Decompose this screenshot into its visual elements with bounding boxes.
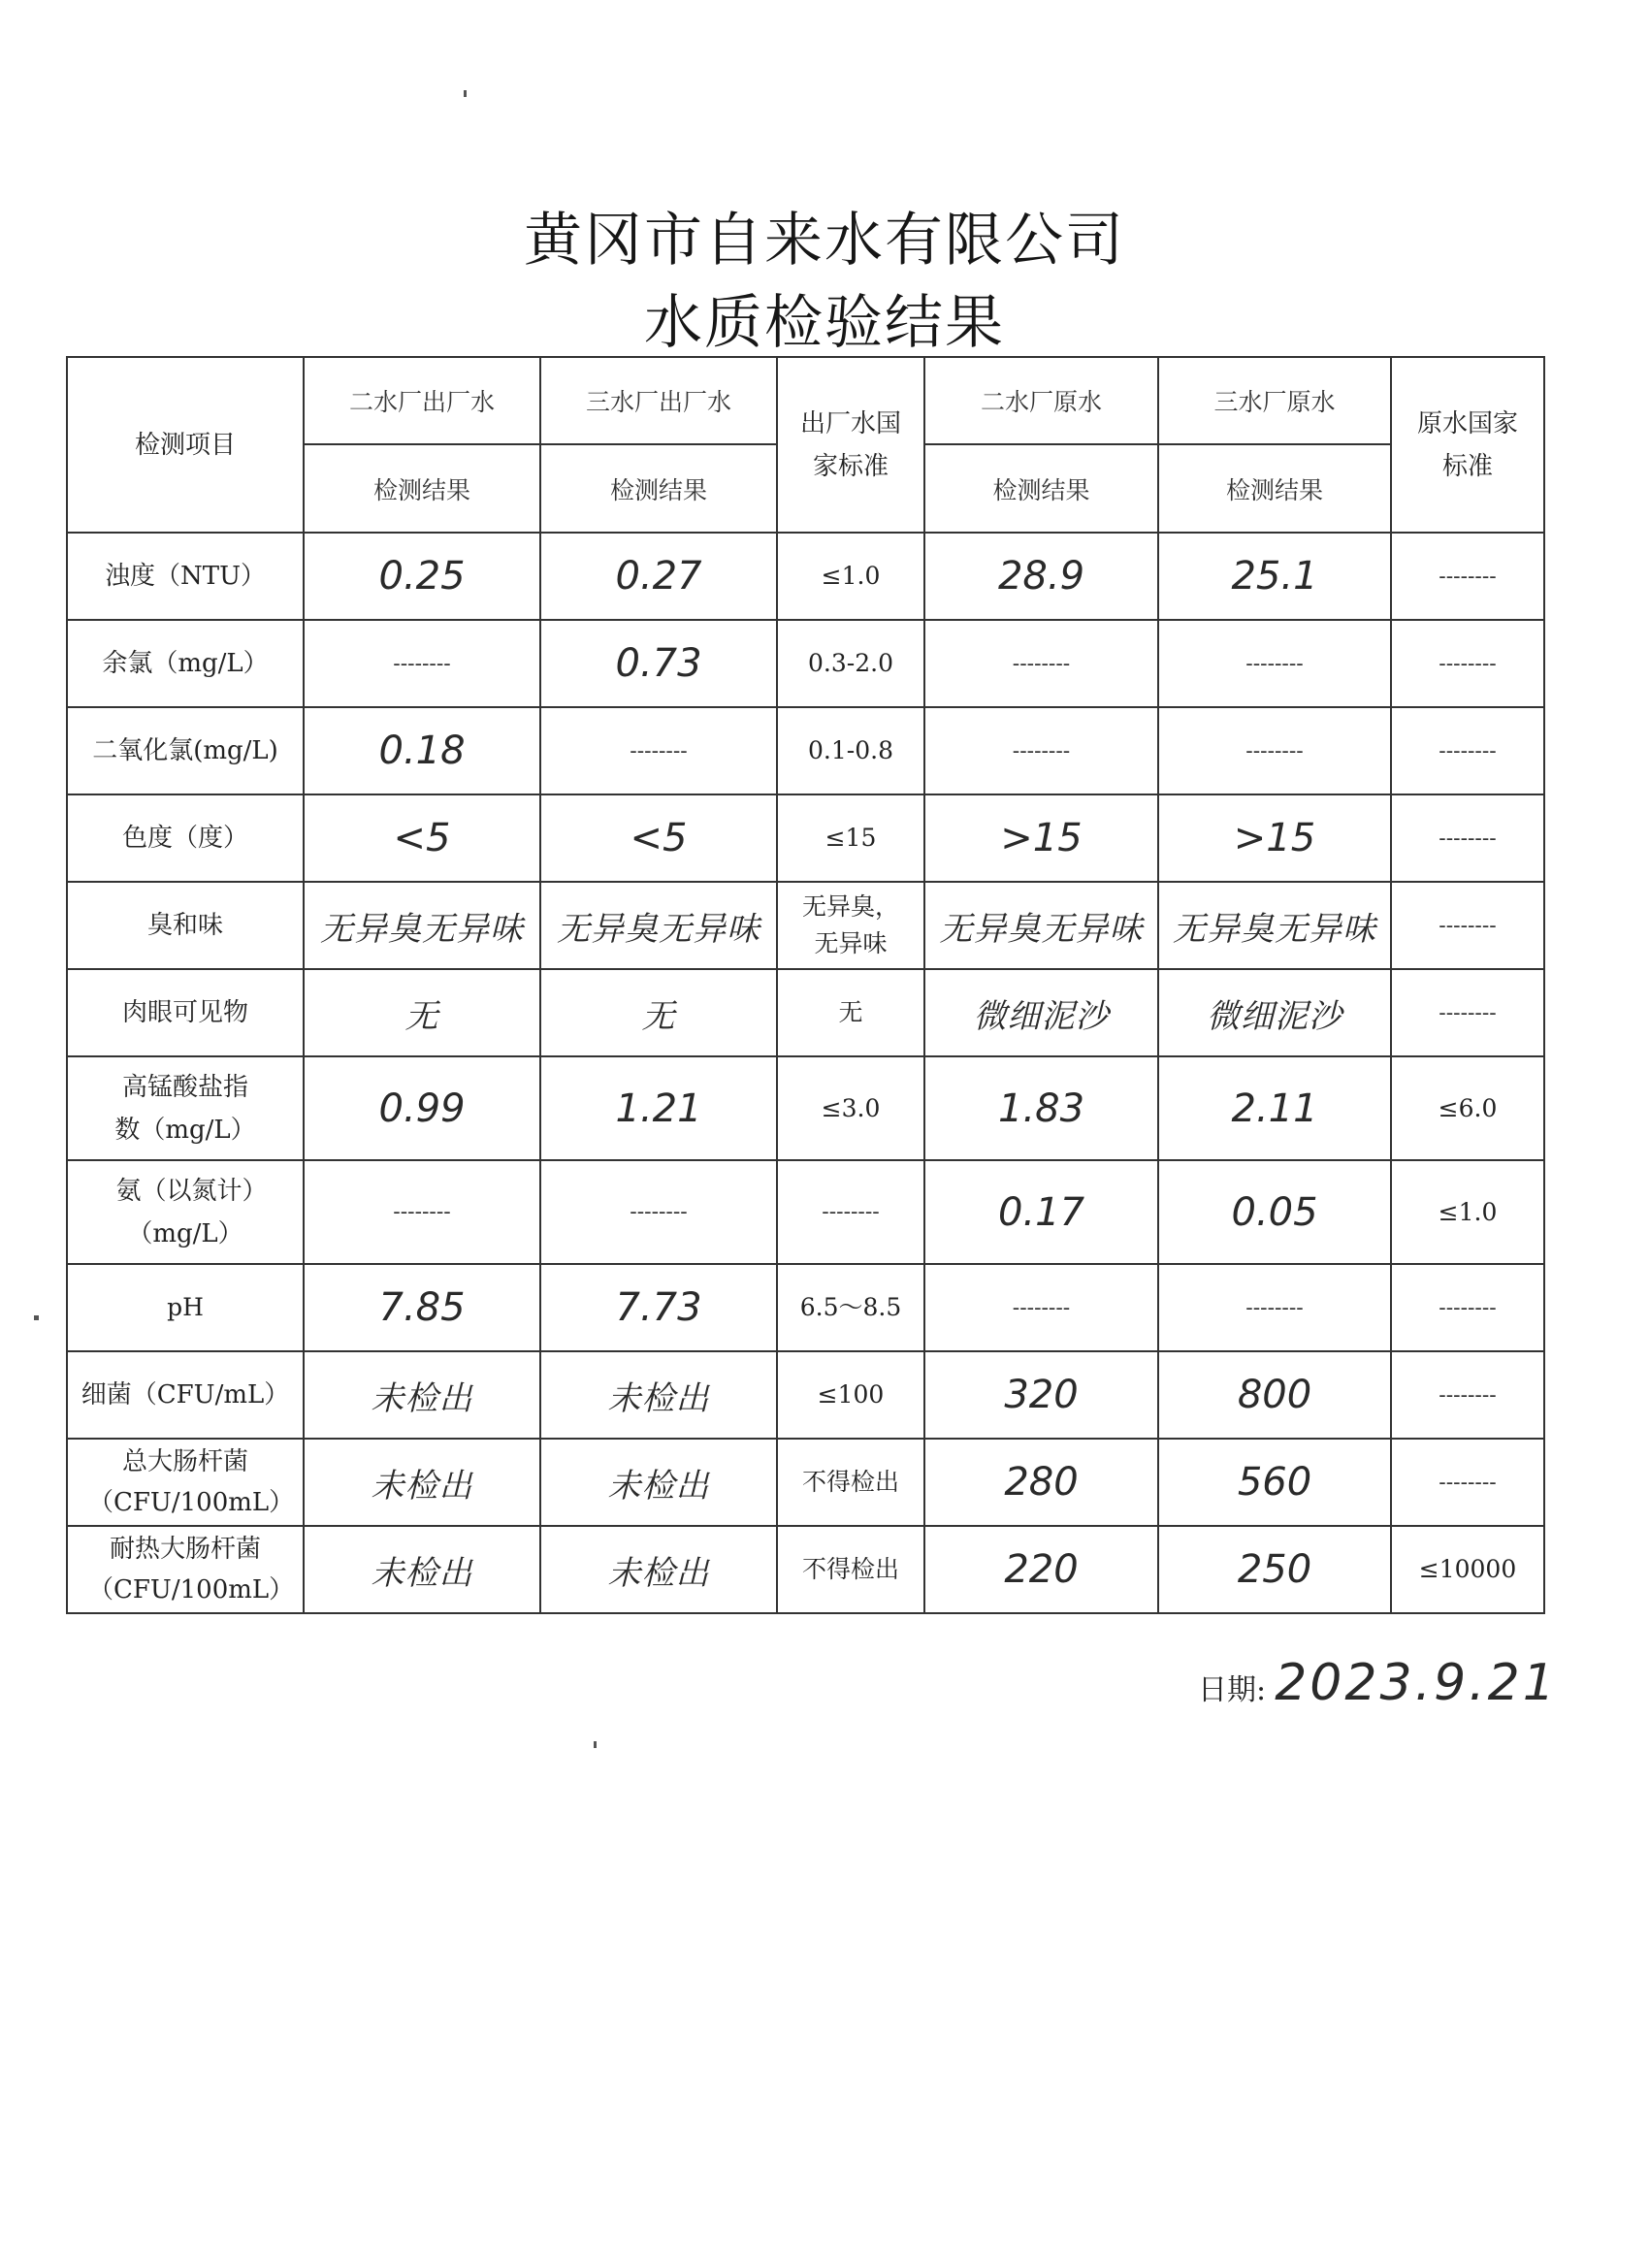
table-row (67, 882, 1544, 969)
header-raw-std-text: 原水国家标准 (1416, 408, 1518, 481)
value-cell: 320 (924, 1351, 1158, 1439)
header-result: 检测结果 (924, 444, 1158, 533)
value-cell: -------- (304, 620, 540, 707)
table-row (67, 620, 1544, 707)
std-cell: -------- (1391, 1439, 1544, 1526)
value-cell: 25.1 (1158, 533, 1391, 620)
value-cell: 28.9 (924, 533, 1158, 620)
value-cell: 0.99 (304, 1056, 540, 1160)
value-cell: -------- (924, 620, 1158, 707)
value-cell: 未检出 (304, 1526, 540, 1613)
value-cell: -------- (1158, 620, 1391, 707)
std-cell: 6.5～8.5 (777, 1264, 924, 1351)
std-cell: 0.1-0.8 (777, 707, 924, 794)
row-item (67, 1439, 304, 1526)
value-cell: 0.27 (540, 533, 777, 620)
scan-speck (34, 1315, 39, 1320)
std-cell: ≤1.0 (777, 533, 924, 620)
std-cell: 无 (777, 969, 924, 1056)
value-cell: 0.05 (1158, 1160, 1391, 1264)
value-cell: 2.11 (1158, 1056, 1391, 1160)
header-plant2-out: 二水厂出厂水 (304, 357, 540, 444)
std-cell: -------- (1391, 794, 1544, 882)
value-cell: 7.85 (304, 1264, 540, 1351)
value-cell: -------- (924, 707, 1158, 794)
value-cell: >15 (1158, 794, 1391, 882)
value-cell: >15 (924, 794, 1158, 882)
std-cell: ≤6.0 (1391, 1056, 1544, 1160)
value-cell: 7.73 (540, 1264, 777, 1351)
value-cell: 220 (924, 1526, 1158, 1613)
value-cell: -------- (924, 1264, 1158, 1351)
std-cell: -------- (1391, 620, 1544, 707)
row-item: 浊度（NTU） (67, 533, 304, 620)
table-row (67, 794, 1544, 882)
row-item: 肉眼可见物 (67, 969, 304, 1056)
value-cell: -------- (540, 707, 777, 794)
value-cell: 无异臭无异味 (1158, 882, 1391, 969)
row-item (67, 1526, 304, 1613)
table-row (67, 1264, 1544, 1351)
std-cell: -------- (1391, 882, 1544, 969)
std-cell: ≤15 (777, 794, 924, 882)
header-plant3-raw: 三水厂原水 (1158, 357, 1391, 444)
value-cell: -------- (1158, 707, 1391, 794)
value-cell: 微细泥沙 (1158, 969, 1391, 1056)
std-cell: 0.3-2.0 (777, 620, 924, 707)
value-cell: <5 (540, 794, 777, 882)
value-cell: -------- (540, 1160, 777, 1264)
value-cell: 0.17 (924, 1160, 1158, 1264)
table-row (67, 1526, 1544, 1613)
value-cell: 800 (1158, 1351, 1391, 1439)
value-cell: 1.21 (540, 1056, 777, 1160)
std-cell: -------- (1391, 1264, 1544, 1351)
company-title: 黄冈市自来水有限公司 (524, 207, 1125, 275)
header-result: 检测结果 (540, 444, 777, 533)
row-item: 细菌（CFU/mL） (67, 1351, 304, 1439)
value-cell: -------- (304, 1160, 540, 1264)
header-out-std (777, 357, 924, 533)
header-result: 检测结果 (304, 444, 540, 533)
value-cell: 0.18 (304, 707, 540, 794)
scan-speck (464, 90, 467, 97)
table-row (67, 969, 1544, 1056)
table-row (67, 1056, 1544, 1160)
std-cell: -------- (1391, 707, 1544, 794)
header-out-std-text: 出厂水国家标准 (799, 408, 901, 481)
row-item: 二氧化氯(mg/L) (67, 707, 304, 794)
std-cell: ≤10000 (1391, 1526, 1544, 1613)
date-label: 日期: (1198, 1673, 1267, 1707)
value-cell: 1.83 (924, 1056, 1158, 1160)
value-cell: 微细泥沙 (924, 969, 1158, 1056)
value-cell: 560 (1158, 1439, 1391, 1526)
value-cell: 0.73 (540, 620, 777, 707)
value-cell: 未检出 (304, 1351, 540, 1439)
date-value: 2023.9.21 (1275, 1654, 1558, 1712)
value-cell: 未检出 (540, 1439, 777, 1526)
row-item: 臭和味 (67, 882, 304, 969)
std-cell: -------- (1391, 533, 1544, 620)
value-cell: 250 (1158, 1526, 1391, 1613)
value-cell: 280 (924, 1439, 1158, 1526)
header-result: 检测结果 (1158, 444, 1391, 533)
std-cell: -------- (1391, 1351, 1544, 1439)
row-item: 色度（度） (67, 794, 304, 882)
date-block (1198, 1654, 1558, 1712)
std-cell (777, 882, 924, 969)
header-plant3-out: 三水厂出厂水 (540, 357, 777, 444)
std-cell: ≤100 (777, 1351, 924, 1439)
value-cell: 无异臭无异味 (540, 882, 777, 969)
value-cell: 无异臭无异味 (304, 882, 540, 969)
table-row (67, 1351, 1544, 1439)
table-row (67, 1160, 1544, 1264)
value-cell: 未检出 (540, 1526, 777, 1613)
std-cell: ≤3.0 (777, 1056, 924, 1160)
header-raw-std (1391, 357, 1544, 533)
std-cell: -------- (1391, 969, 1544, 1056)
scan-speck (594, 1741, 597, 1748)
std-cell: -------- (777, 1160, 924, 1264)
row-item (67, 1160, 304, 1264)
std-cell: 不得检出 (777, 1439, 924, 1526)
value-cell: 无 (540, 969, 777, 1056)
report-title: 水质检验结果 (644, 289, 1005, 357)
table-row (67, 533, 1544, 620)
row-item-text: 耐热大肠杆菌（CFU/100mL） (88, 1535, 295, 1604)
std-cell: ≤1.0 (1391, 1160, 1544, 1264)
value-cell: 无 (304, 969, 540, 1056)
row-item-text: 总大肠杆菌（CFU/100mL） (88, 1447, 295, 1517)
value-cell: <5 (304, 794, 540, 882)
table-row (67, 1439, 1544, 1526)
value-cell: 0.25 (304, 533, 540, 620)
value-cell: 未检出 (304, 1439, 540, 1526)
table-row (67, 707, 1544, 794)
std-cell: 不得检出 (777, 1526, 924, 1613)
row-item: pH (67, 1264, 304, 1351)
row-item (67, 1056, 304, 1160)
value-cell: 无异臭无异味 (924, 882, 1158, 969)
header-item: 检测项目 (67, 357, 304, 533)
std-cell-text: 无异臭，无异味 (801, 892, 899, 957)
row-item-text: 高锰酸盐指数（mg/L） (114, 1072, 256, 1145)
value-cell: 未检出 (540, 1351, 777, 1439)
water-quality-table (66, 356, 1545, 1614)
row-item: 余氯（mg/L） (67, 620, 304, 707)
row-item-text: 氨（以氮计）（mg/L） (115, 1176, 255, 1248)
header-plant2-raw: 二水厂原水 (924, 357, 1158, 444)
value-cell: -------- (1158, 1264, 1391, 1351)
